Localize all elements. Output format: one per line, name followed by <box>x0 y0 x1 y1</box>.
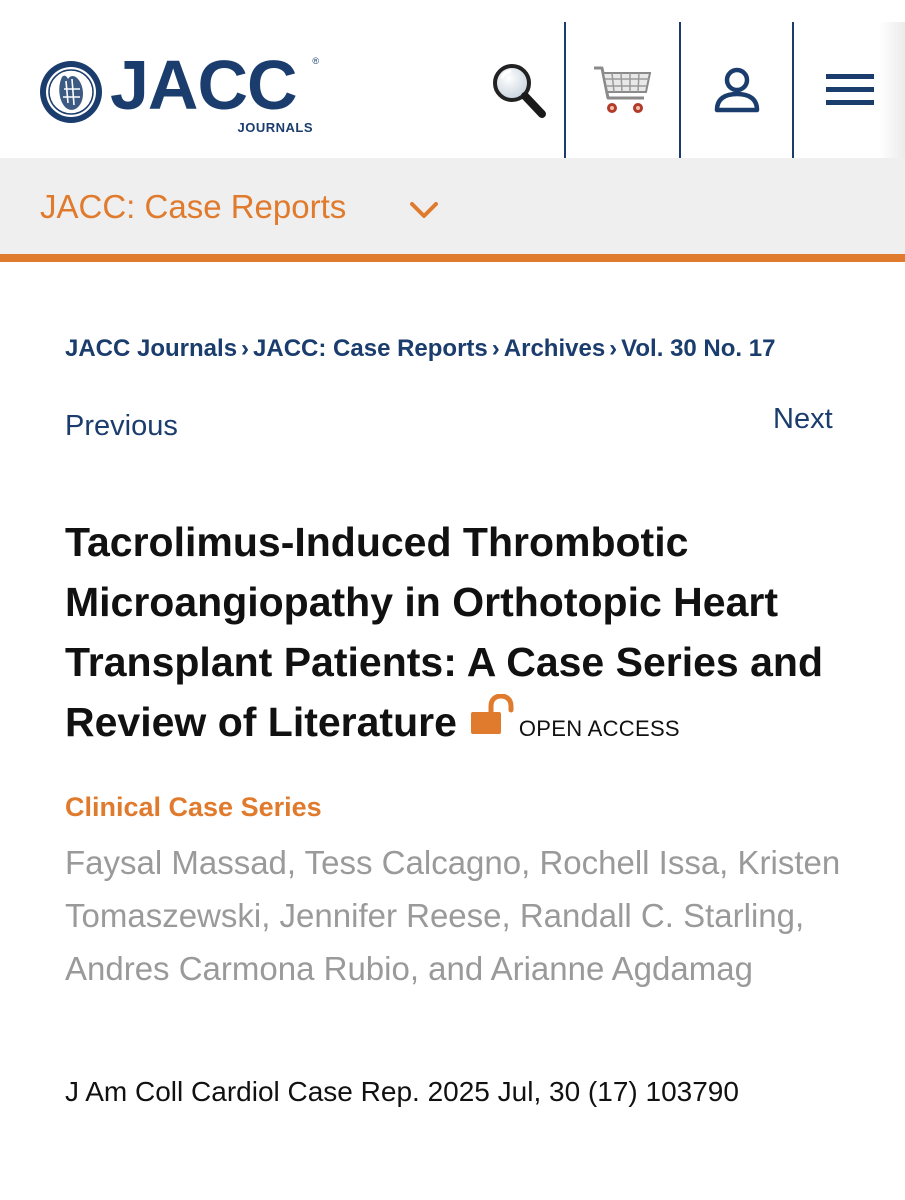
search-button[interactable] <box>472 22 564 158</box>
breadcrumb-separator: › <box>491 335 500 362</box>
citation: J Am Coll Cardiol Case Rep. 2025 Jul, 30 (17) 103790 <box>65 1076 739 1107</box>
article-title <box>65 512 865 759</box>
logo-wordmark <box>110 46 319 135</box>
menu-icon <box>826 72 874 108</box>
header-divider <box>679 22 681 158</box>
cart-button[interactable] <box>567 22 679 158</box>
next-link[interactable]: Next <box>773 403 833 435</box>
logo-subtitle: JOURNALS <box>237 120 313 135</box>
jacc-logo[interactable] <box>38 46 319 135</box>
search-icon <box>488 60 548 120</box>
breadcrumb-jacc-journals[interactable]: JACC Journals <box>65 335 238 362</box>
scroll-shadow <box>879 22 905 158</box>
account-button[interactable] <box>682 22 792 158</box>
heart-emblem-icon <box>38 59 104 125</box>
unlocked-icon <box>469 694 515 736</box>
open-access-badge <box>469 694 680 759</box>
breadcrumb-volume[interactable]: Vol. 30 No. 17 <box>621 335 776 362</box>
open-access-label: OPEN ACCESS <box>518 716 680 741</box>
header-divider <box>792 22 794 158</box>
header-divider <box>564 22 566 158</box>
cart-icon <box>592 62 654 118</box>
breadcrumb-case-reports[interactable]: JACC: Case Reports <box>253 335 488 362</box>
breadcrumb-archives[interactable]: Archives <box>503 335 606 362</box>
breadcrumb <box>65 330 840 368</box>
logo-title: JACC <box>110 46 297 124</box>
previous-link[interactable]: Previous <box>65 410 178 442</box>
breadcrumb-separator: › <box>241 335 250 362</box>
chevron-down-icon[interactable] <box>408 196 440 224</box>
journal-name: JACC: Case Reports <box>40 188 347 225</box>
top-header <box>0 0 905 158</box>
user-icon <box>713 66 761 114</box>
article-category[interactable]: Clinical Case Series <box>65 792 322 822</box>
registered-mark: ® <box>312 56 319 66</box>
journal-selector[interactable] <box>0 158 905 262</box>
article-title-text: Tacrolimus-Induced Thrombotic Microangiopathy in Orthotopic Heart Transplant Patients: A Case Series and Review of Literature <box>65 519 823 745</box>
author-list[interactable]: Faysal Massad, Tess Calcagno, Rochell Issa, Kristen Tomaszewski, Jennifer Reese, Randall C. Starling, Andres Carmona Rubio, and Arianne Agdamag <box>65 844 841 987</box>
breadcrumb-separator: › <box>609 335 618 362</box>
